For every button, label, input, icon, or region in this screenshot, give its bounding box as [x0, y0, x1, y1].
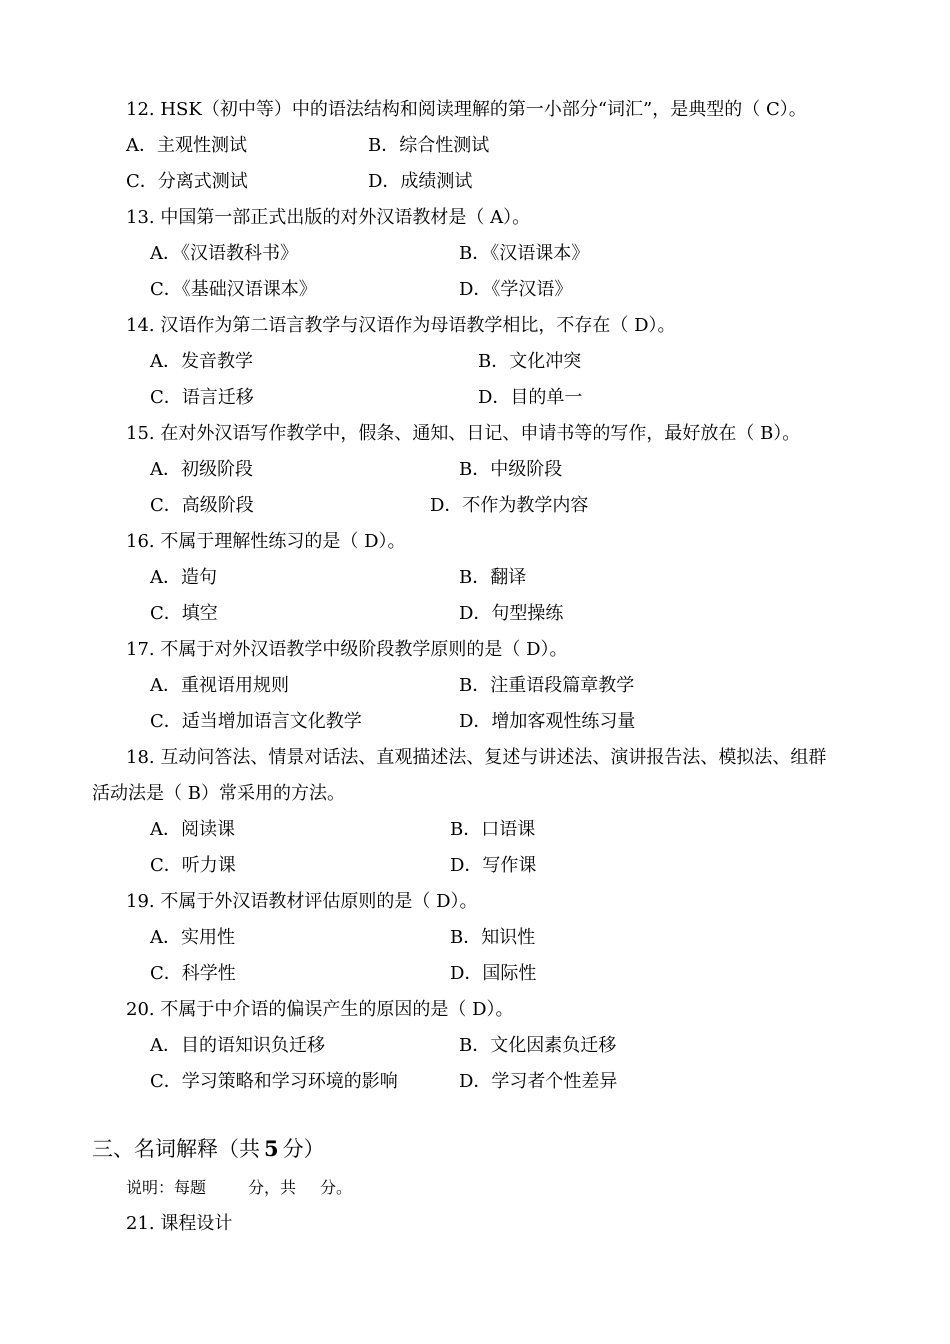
question-19-option-c: C．科学性 [150, 963, 236, 984]
question-20-option-d: D．学习者个性差异 [459, 1071, 618, 1092]
question-13-option-d: D．《学汉语》 [459, 279, 573, 300]
instructions-end: 分。 [320, 1178, 353, 1197]
question-16-option-c: C．填空 [150, 603, 218, 624]
question-16-option-a: A．造句 [150, 567, 217, 588]
question-16-option-d: D．句型操练 [459, 603, 564, 624]
question-19-option-a: A．实用性 [150, 927, 235, 948]
question-17-option-b: B．注重语段篇章教学 [459, 675, 635, 696]
question-18-option-d: D．写作课 [450, 855, 537, 876]
question-12-option-c: C．分离式测试 [126, 171, 248, 192]
instructions-mid: 分，共 [248, 1178, 297, 1197]
question-18-option-a: A．阅读课 [150, 819, 235, 840]
question-13-option-a: A．《汉语教科书》 [150, 243, 298, 264]
section-3-title-prefix: 三、名词解释（共 [92, 1137, 260, 1161]
question-20-option-c: C．学习策略和学习环境的影响 [150, 1071, 398, 1092]
question-14-option-d: D．目的单一 [478, 387, 583, 408]
question-12-option-b: B．综合性测试 [368, 135, 490, 156]
question-13-stem: 13. 中国第一部正式出版的对外汉语教材是（ A）。 [126, 207, 531, 228]
question-15-option-a: A．初级阶段 [150, 459, 253, 480]
question-15-option-c: C．高级阶段 [150, 495, 254, 516]
question-12-stem: 12. HSK（初中等）中的语法结构和阅读理解的第一小部分“词汇”，是典型的（ C）。 [126, 99, 807, 120]
question-16-stem: 16. 不属于理解性练习的是（ D）。 [126, 531, 406, 552]
question-16-option-b: B．翻译 [459, 567, 527, 588]
question-17-option-d: D．增加客观性练习量 [459, 711, 636, 732]
question-13-option-b: B．《汉语课本》 [459, 243, 590, 264]
section-3-title-suffix: 分） [282, 1137, 325, 1161]
question-17-stem: 17. 不属于对外汉语教学中级阶段教学原则的是（ D）。 [126, 639, 568, 660]
question-20-stem: 20. 不属于中介语的偏误产生的原因的是（ D）。 [126, 999, 514, 1020]
question-19-option-d: D．国际性 [450, 963, 537, 984]
question-15-option-b: B．中级阶段 [459, 459, 563, 480]
question-17-option-a: A．重视语用规则 [150, 675, 289, 696]
question-19-stem: 19. 不属于外汉语教材评估原则的是（ D）。 [126, 891, 478, 912]
question-20-option-b: B．文化因素负迁移 [459, 1035, 617, 1056]
question-18-option-b: B．口语课 [450, 819, 536, 840]
question-15-option-d: D．不作为教学内容 [430, 495, 589, 516]
question-19-option-b: B．知识性 [450, 927, 536, 948]
question-13-option-c: C．《基础汉语课本》 [150, 279, 317, 300]
question-21-stem: 21. 课程设计 [126, 1213, 233, 1234]
section-3-instructions [126, 1177, 352, 1199]
section-3-points: 5 [264, 1136, 279, 1161]
question-14-option-c: C．语言迁移 [150, 387, 254, 408]
section-3-title [92, 1135, 325, 1163]
question-18-stem: 18. 互动问答法、情景对话法、直观描述法、复述与讲述法、演讲报告法、模拟法、组群 [126, 747, 827, 768]
question-14-option-a: A．发音教学 [150, 351, 253, 372]
question-15-stem: 15. 在对外汉语写作教学中，假条、通知、日记、申请书等的写作，最好放在（ B）。 [126, 423, 801, 444]
instructions-label: 说明：每题 [126, 1178, 207, 1197]
question-18-stem-continued: 活动法是（ B）常采用的方法。 [92, 783, 345, 804]
question-17-option-c: C．适当增加语言文化教学 [150, 711, 362, 732]
question-12-option-a: A．主观性测试 [126, 135, 247, 156]
question-18-option-c: C．听力课 [150, 855, 236, 876]
question-20-option-a: A．目的语知识负迁移 [150, 1035, 325, 1056]
question-14-stem: 14. 汉语作为第二语言教学与汉语作为母语教学相比，不存在（ D）。 [126, 315, 676, 336]
question-12-option-d: D．成绩测试 [368, 171, 473, 192]
question-14-option-b: B．文化冲突 [478, 351, 582, 372]
